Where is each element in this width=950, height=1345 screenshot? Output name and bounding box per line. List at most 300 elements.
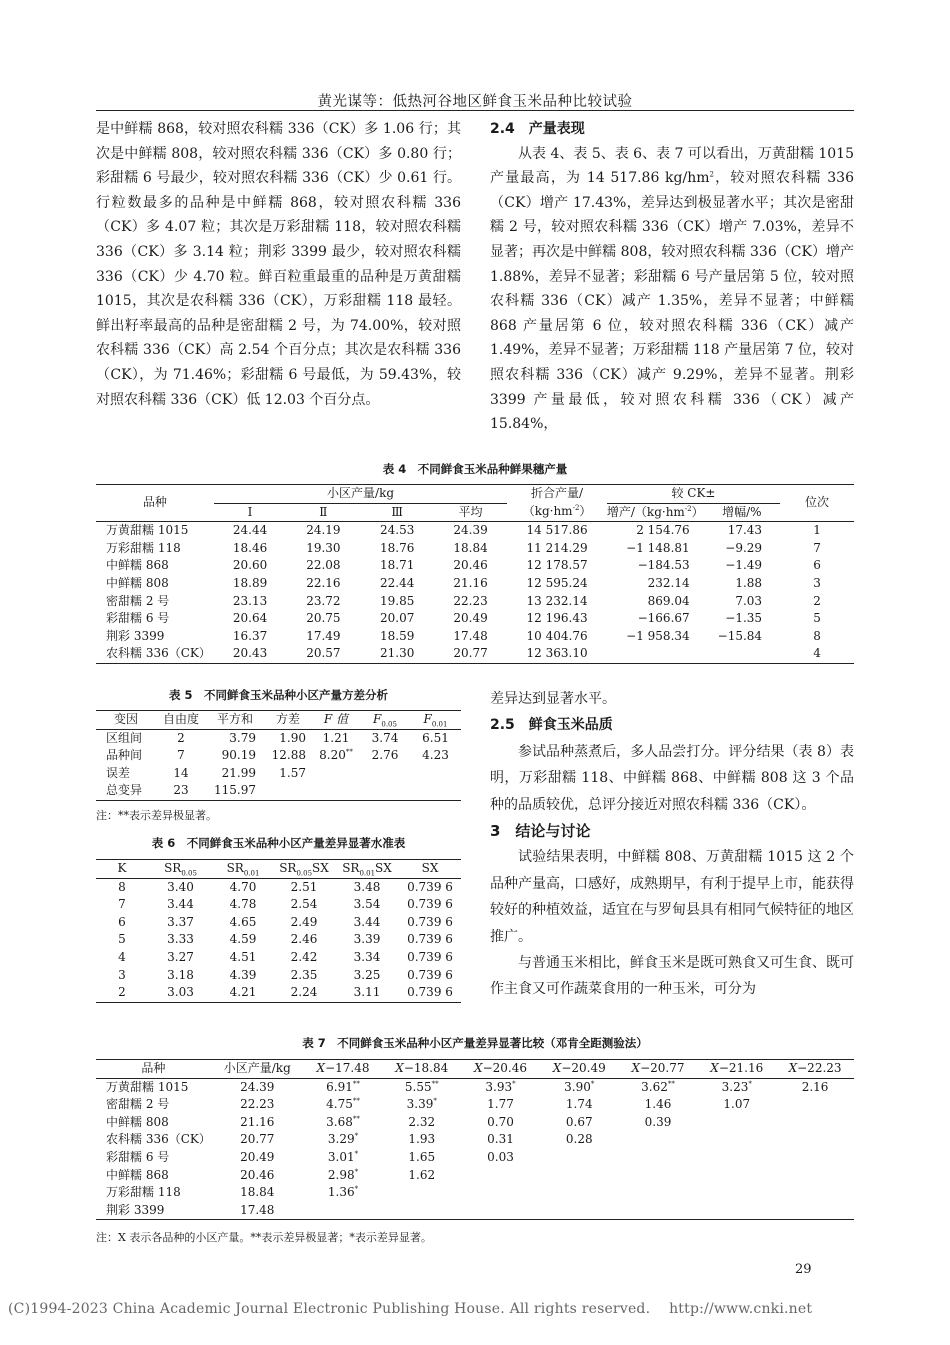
- value-cell: 0.739 6: [407, 914, 453, 929]
- value-cell: 2.49: [290, 914, 318, 929]
- value-cell: −15.84: [717, 628, 763, 643]
- table5-note: 注：**表示差异极显著。: [96, 809, 217, 822]
- value-cell: 4.70: [229, 879, 257, 894]
- table-row: [96, 610, 854, 628]
- value-cell: 3.18: [167, 967, 194, 982]
- table7-header-variety: 品种: [141, 1061, 166, 1075]
- variety-cell: 密甜糯 2 号: [106, 593, 170, 608]
- value-cell: 18.89: [232, 575, 268, 590]
- value-cell: 4.78: [229, 897, 257, 912]
- diff-cell: 0.70: [487, 1114, 514, 1129]
- value-cell: 2 154.76: [636, 523, 690, 538]
- page-number: 29: [795, 1262, 812, 1277]
- copyright-footer: (C)1994-2023 China Academic Journal Electronic Publishing House. All rights reserved. http://www.cnki.net: [8, 1301, 813, 1317]
- diff-cell: 0.31: [487, 1132, 514, 1147]
- table5-header-ss: 平方和: [216, 712, 253, 726]
- table-row: [96, 765, 461, 783]
- value-cell: 18.84: [240, 1185, 275, 1200]
- value-cell: 1: [813, 523, 821, 538]
- table5-header-source: 变因: [113, 712, 138, 726]
- value-cell: 1.90: [279, 730, 306, 745]
- value-cell: 12 178.57: [526, 558, 588, 573]
- body-paragraph: 从表 4、表 5、表 6、表 7 可以看出，万黄甜糯 1015 产量最高，为 14 517.86 $kg/hm^2$，较对照农科糯 336（CK）增产 17.43%，差异达到极显著水平；其次是密甜糯 2 号，较对照农科糯 336（CK）增产 7.03%，差异不显著；再次是中鲜糯 808，较对照农科糯 336（CK）增产 1.88%，差异不显著；彩甜糯 6 号产量居第 5 位，较对照农科糯 336（CK）减产 1.35%，差异不显著；中鲜糯 868 产量居第 6 位，较对照农科糯 336（CK）减产 1.49%，差异不显著；万彩甜糯 118 产量居第 7 位，较对照农科糯 336（CK）减产 9.29%，差异不显著。荆彩 3399 产量最低，较对照农科糯 336（CK）减产 15.84%，: [490, 145, 854, 433]
- left-column-top: [96, 117, 461, 412]
- diff-cell: 1.07: [723, 1097, 751, 1112]
- value-cell: 12.88: [271, 748, 306, 763]
- variety-cell: 万黄甜糯 1015: [106, 1079, 189, 1094]
- diff-cell: 1.77: [487, 1097, 514, 1112]
- diff-cell: 5.55**: [404, 1079, 439, 1094]
- table5: [96, 710, 461, 801]
- value-cell: 3.79: [229, 730, 256, 745]
- value-cell: 1.88: [735, 575, 763, 590]
- value-cell: 4.39: [229, 967, 257, 982]
- value-cell: 4.59: [229, 932, 257, 947]
- diff-cell: [540, 1167, 619, 1185]
- table6-header-sx: SX: [421, 861, 439, 875]
- value-cell: 19.30: [306, 540, 341, 555]
- value-cell: −9.29: [725, 540, 763, 555]
- table-row: [96, 878, 461, 896]
- source-cell: 误差: [106, 765, 131, 780]
- table5-header-ms: 方差: [275, 712, 300, 726]
- table4-header-III: Ⅲ: [391, 504, 403, 519]
- value-cell: 20.57: [306, 646, 341, 661]
- table-row: [96, 1149, 854, 1167]
- value-cell: 2.46: [290, 932, 318, 947]
- value-cell: 24.19: [306, 523, 341, 538]
- table-row: [96, 1078, 854, 1096]
- diff-cell: 3.93*: [485, 1079, 516, 1094]
- k-cell: 8: [118, 879, 126, 894]
- k-cell: 7: [118, 897, 126, 912]
- diff-cell: 0.03: [487, 1149, 514, 1164]
- value-cell: 869.04: [647, 593, 690, 608]
- right-column-middle: [490, 686, 854, 1003]
- source-cell: 总变异: [106, 783, 143, 798]
- variety-cell: 中鲜糯 868: [106, 558, 169, 573]
- diff-cell: 3.90*: [564, 1079, 595, 1094]
- table-row: [96, 782, 461, 800]
- value-cell: 20.43: [232, 646, 268, 661]
- diff-cell: [697, 1167, 776, 1185]
- f-value-cell: 1.21: [322, 730, 350, 745]
- variety-cell: 荆彩 3399: [106, 1202, 165, 1217]
- diff-cell: [619, 1184, 698, 1202]
- diff-cell: [619, 1149, 698, 1167]
- value-cell: 3.54: [353, 897, 381, 912]
- value-cell: 2.51: [290, 879, 318, 894]
- header-rule: [96, 110, 854, 111]
- value-cell: 14 517.86: [526, 523, 588, 538]
- value-cell: 3.74: [371, 730, 399, 745]
- diff-cell: [619, 1202, 698, 1220]
- table6: [96, 859, 461, 1003]
- table4: [96, 484, 854, 664]
- table-row: [96, 575, 854, 593]
- table7-header-diff: X−20.49: [552, 1061, 606, 1075]
- diff-cell: 6.91**: [326, 1079, 360, 1094]
- value-cell: 6: [813, 558, 821, 573]
- value-cell: 232.14: [647, 575, 690, 590]
- section-heading-2-4: 2.4 产量表现: [490, 121, 585, 137]
- diff-cell: [776, 1114, 854, 1132]
- table6-header-sr001: $SR_{0.01}$: [226, 861, 260, 878]
- table-row: [96, 896, 461, 914]
- diff-cell: [619, 1131, 698, 1149]
- value-cell: 20.75: [306, 611, 341, 626]
- value-cell: 20.46: [453, 558, 488, 573]
- value-cell: [360, 765, 410, 783]
- table5-caption: 表 5 不同鲜食玉米品种小区产量方差分析: [168, 688, 388, 702]
- table-row: [96, 729, 461, 747]
- value-cell: 2: [177, 730, 185, 745]
- value-cell: 18.59: [380, 628, 415, 643]
- body-paragraph: 参试品种蒸煮后，多人品尝打分。评分结果（表 8）表明，万彩甜糯 118、中鲜糯 868、中鲜糯 808 这 3 个品种的品质较优，总评分接近对照农科糯 336（CK）。: [490, 743, 854, 813]
- table5-header-f005: $F_{0.05}$: [373, 712, 397, 729]
- table6-caption: 表 6 不同鲜食玉米品种小区产量差异显著水准表: [151, 836, 406, 850]
- diff-cell: [382, 1184, 461, 1202]
- diff-cell: [461, 1202, 540, 1220]
- value-cell: [410, 765, 461, 783]
- value-cell: [607, 645, 704, 663]
- diff-cell: [697, 1114, 776, 1132]
- section-heading-2-5: 2.5 鲜食玉米品质: [490, 717, 613, 734]
- variety-cell: 中鲜糯 868: [106, 1167, 169, 1182]
- body-line: 差异达到显著水平。: [490, 691, 616, 707]
- value-cell: 4.65: [229, 914, 257, 929]
- value-cell: 17.43: [727, 523, 763, 538]
- value-cell: 0.739 6: [407, 949, 453, 964]
- value-cell: 2: [813, 593, 821, 608]
- table7-header-plot: 小区产量/kg: [223, 1061, 291, 1075]
- value-cell: 20.60: [232, 558, 268, 573]
- table5-header-df: 自由度: [162, 712, 199, 726]
- value-cell: 0.739 6: [407, 985, 453, 1000]
- diff-cell: 3.29*: [327, 1132, 359, 1147]
- table-row: [96, 628, 854, 646]
- value-cell: 3.34: [353, 949, 381, 964]
- value-cell: 21.30: [380, 646, 415, 661]
- value-cell: 24.44: [232, 523, 268, 538]
- table5-header-f001: $F_{0.01}$: [423, 712, 448, 729]
- value-cell: 17.48: [240, 1202, 275, 1217]
- value-cell: −1.35: [725, 611, 763, 626]
- diff-cell: 0.28: [565, 1132, 593, 1147]
- table-row: [96, 931, 461, 949]
- value-cell: 3.44: [167, 897, 194, 912]
- diff-cell: [540, 1202, 619, 1220]
- value-cell: 3.40: [167, 879, 194, 894]
- value-cell: 3.33: [167, 932, 194, 947]
- value-cell: 17.48: [453, 628, 488, 643]
- diff-cell: 3.01*: [327, 1149, 359, 1164]
- value-cell: 2.24: [290, 985, 318, 1000]
- diff-cell: [776, 1184, 854, 1202]
- diff-cell: 2.32: [408, 1114, 436, 1129]
- table4-header-pct: 增幅/%: [722, 504, 762, 519]
- k-cell: 5: [118, 932, 126, 947]
- value-cell: 2.42: [290, 949, 318, 964]
- value-cell: 22.23: [453, 593, 488, 608]
- value-cell: 12 363.10: [526, 646, 588, 661]
- diff-cell: 4.75**: [326, 1097, 360, 1112]
- table4-caption: 表 4 不同鲜食玉米品种鲜果穗产量: [382, 462, 568, 476]
- value-cell: 90.19: [221, 748, 256, 763]
- value-cell: −184.53: [637, 558, 690, 573]
- value-cell: 18.84: [453, 540, 488, 555]
- table4-header-inc: 增产$/(kg\cdot hm^{-2})$: [606, 504, 704, 519]
- value-cell: 7.03: [735, 593, 763, 608]
- value-cell: 4.23: [422, 748, 449, 763]
- value-cell: 20.46: [240, 1167, 275, 1182]
- table7-caption: 表 7 不同鲜食玉米品种小区产量差异显著比较（邓肯全距测验法）: [302, 1036, 648, 1050]
- value-cell: 24.39: [240, 1079, 275, 1094]
- diff-cell: 1.62: [408, 1167, 436, 1182]
- table7-header-diff: X−21.16: [710, 1061, 764, 1075]
- value-cell: 5: [813, 611, 821, 626]
- k-cell: 2: [118, 985, 126, 1000]
- table-row: [96, 540, 854, 558]
- value-cell: [264, 782, 312, 800]
- table4-header-variety: 品种: [96, 485, 214, 522]
- value-cell: 20.77: [453, 646, 488, 661]
- section-heading-3: 3 结论与讨论: [490, 822, 591, 841]
- value-cell: 2.35: [290, 967, 318, 982]
- table4-header-ck: 较 CK±: [607, 485, 780, 504]
- value-cell: −1 958.34: [626, 628, 690, 643]
- f-value-cell: [312, 765, 360, 783]
- diff-cell: 2.16: [801, 1079, 829, 1094]
- value-cell: 11 214.29: [526, 540, 588, 555]
- value-cell: 20.49: [240, 1149, 275, 1164]
- diff-cell: [776, 1096, 854, 1114]
- diff-cell: 1.93: [408, 1132, 436, 1147]
- value-cell: 16.37: [232, 628, 268, 643]
- table-row: [96, 1167, 854, 1185]
- table7-header-diff: X−20.46: [474, 1061, 527, 1075]
- diff-cell: 1.74: [565, 1097, 593, 1112]
- value-cell: 115.97: [214, 783, 256, 798]
- variety-cell: 彩甜糯 6 号: [106, 611, 170, 626]
- table6-header-sr001sx: $SR_{0.01}SX$: [342, 861, 392, 878]
- table4-header-conv: 折合产量/: [531, 486, 584, 501]
- source-cell: 区组间: [106, 730, 143, 745]
- table4-header-rank: 位次: [780, 485, 854, 522]
- value-cell: 10 404.76: [526, 628, 588, 643]
- value-cell: 7: [813, 540, 821, 555]
- diff-cell: [304, 1202, 383, 1220]
- value-cell: 23: [173, 783, 189, 798]
- diff-cell: 2.98*: [327, 1167, 359, 1182]
- body-paragraph: 试验结果表明，中鲜糯 808、万黄甜糯 1015 这 2 个品种产量高，口感好，成熟期早，有利于提早上市，能获得较好的种植效益，适宜在与罗甸县具有相同气候特征的地区推广。: [490, 849, 854, 945]
- variety-cell: 万彩甜糯 118: [106, 1185, 181, 1200]
- value-cell: 4: [813, 646, 821, 661]
- value-cell: 13 232.14: [526, 593, 588, 608]
- table-row: [96, 914, 461, 932]
- value-cell: −1 148.81: [626, 540, 690, 555]
- value-cell: 3.11: [353, 985, 381, 1000]
- variety-cell: 万黄甜糯 1015: [106, 523, 189, 538]
- diff-cell: [776, 1149, 854, 1167]
- value-cell: 3.48: [353, 879, 381, 894]
- source-cell: 品种间: [106, 748, 143, 763]
- diff-cell: [697, 1202, 776, 1220]
- table-row: [96, 747, 461, 765]
- value-cell: 24.39: [453, 523, 488, 538]
- variety-cell: 彩甜糯 6 号: [106, 1149, 170, 1164]
- diff-cell: 3.39*: [406, 1097, 437, 1112]
- value-cell: 21.99: [221, 765, 256, 780]
- value-cell: 18.76: [380, 540, 415, 555]
- value-cell: 21.16: [453, 575, 488, 590]
- value-cell: 0.739 6: [407, 932, 453, 947]
- diff-cell: 0.67: [565, 1114, 593, 1129]
- table-row: [96, 984, 461, 1002]
- table7-header-diff: X−20.77: [631, 1061, 685, 1075]
- diff-cell: 3.23*: [721, 1079, 752, 1094]
- diff-cell: 0.39: [644, 1114, 672, 1129]
- value-cell: [410, 782, 461, 800]
- value-cell: 8: [813, 628, 821, 643]
- value-cell: 20.64: [232, 611, 268, 626]
- table-row: [96, 1096, 854, 1114]
- value-cell: 4.51: [229, 949, 257, 964]
- variety-cell: 密甜糯 2 号: [106, 1097, 170, 1112]
- value-cell: 20.07: [380, 611, 415, 626]
- value-cell: 23.72: [306, 593, 341, 608]
- diff-cell: [540, 1149, 619, 1167]
- diff-cell: 3.62**: [641, 1079, 675, 1094]
- value-cell: 0.739 6: [407, 879, 453, 894]
- table-row: [96, 967, 461, 985]
- value-cell: 1.57: [279, 765, 306, 780]
- value-cell: 0.739 6: [407, 897, 453, 912]
- body-paragraph: 是中鲜糯 868，较对照农科糯 336（CK）多 1.06 行；其次是中鲜糯 808，较对照农科糯 336（CK）多 0.80 行；彩甜糯 6 号最少，较对照农科糯 336（CK）少 0.61 行。行粒数最多的品种是中鲜糯 868，较对照农科糯 336（CK）多 4.07 粒；其次是万彩甜糯 118，较对照农科糯 336（CK）多 3.14 粒；荆彩 3399 最少，较对照农科糯 336（CK）少 4.70 粒。鲜百粒重最重的品种是万黄甜糯 1015，其次是农科糯 336（CK），万彩甜糯 118 最轻。鲜出籽率最高的品种是密甜糯 2 号，为 74.00%，较对照农科糯 336（CK）高 2.54 个百分点；其次是农科糯 336（CK），为 71.46%；彩甜糯 6 号最低，为 59.43%，较对照农科糯 336（CK）低 12.03 个百分点。: [96, 121, 461, 408]
- k-cell: 4: [118, 949, 126, 964]
- value-cell: 6.51: [422, 730, 449, 745]
- value-cell: 22.16: [306, 575, 341, 590]
- table6-header-k: K: [117, 861, 127, 875]
- diff-cell: [382, 1202, 461, 1220]
- value-cell: 21.16: [240, 1114, 275, 1129]
- value-cell: [360, 782, 410, 800]
- table-row: [96, 557, 854, 575]
- table4-header-I: Ⅰ: [247, 504, 253, 519]
- table4-header-conv-unit: $(kg\cdot hm^{-2})$: [522, 504, 592, 519]
- value-cell: 14: [173, 765, 189, 780]
- variety-cell: 农科糯 336（CK）: [106, 646, 211, 661]
- table5-header-f: F 值: [323, 712, 349, 726]
- f-value-cell: 8.20**: [319, 748, 353, 763]
- table7-header-diff: X−17.48: [316, 1061, 370, 1075]
- value-cell: 22.23: [240, 1097, 275, 1112]
- table7: [96, 1059, 854, 1220]
- diff-cell: [697, 1131, 776, 1149]
- table-row: [96, 645, 854, 663]
- table-row: [96, 1114, 854, 1132]
- diff-cell: 1.46: [644, 1097, 672, 1112]
- table7-header-diff: X−22.23: [788, 1061, 842, 1075]
- table-row: [96, 593, 854, 611]
- table4-header-avg: 平均: [458, 504, 483, 519]
- diff-cell: [697, 1184, 776, 1202]
- value-cell: 24.53: [380, 523, 415, 538]
- table7-header-diff: X−18.84: [395, 1061, 449, 1075]
- table4-header-plot: 小区产量/kg: [214, 485, 507, 504]
- value-cell: 2.54: [290, 897, 318, 912]
- value-cell: 3: [813, 575, 821, 590]
- diff-cell: [540, 1184, 619, 1202]
- value-cell: 19.85: [380, 593, 415, 608]
- diff-cell: [776, 1202, 854, 1220]
- k-cell: 3: [118, 967, 126, 982]
- value-cell: 18.46: [232, 540, 268, 555]
- value-cell: 3.37: [167, 914, 194, 929]
- value-cell: 3.03: [167, 985, 194, 1000]
- value-cell: 3.27: [167, 949, 194, 964]
- value-cell: 3.39: [353, 932, 381, 947]
- table4-header-II: Ⅱ: [319, 504, 328, 519]
- k-cell: 6: [118, 914, 126, 929]
- diff-cell: [776, 1131, 854, 1149]
- table6-header-sr005: $SR_{0.05}$: [164, 861, 197, 878]
- table-row: [96, 522, 854, 540]
- value-cell: 22.44: [380, 575, 415, 590]
- value-cell: 18.71: [380, 558, 415, 573]
- variety-cell: 万彩甜糯 118: [106, 540, 181, 555]
- value-cell: 0.739 6: [407, 967, 453, 982]
- diff-cell: 1.36*: [327, 1185, 359, 1200]
- variety-cell: 中鲜糯 808: [106, 1114, 169, 1129]
- table-row: [96, 949, 461, 967]
- table-row: [96, 1131, 854, 1149]
- value-cell: 20.77: [240, 1132, 275, 1147]
- diff-cell: 1.65: [408, 1149, 436, 1164]
- value-cell: 7: [177, 748, 185, 763]
- value-cell: 12 196.43: [526, 611, 588, 626]
- variety-cell: 农科糯 336（CK）: [106, 1132, 211, 1147]
- diff-cell: 3.68**: [326, 1114, 360, 1129]
- value-cell: −166.67: [637, 611, 690, 626]
- f-value-cell: [312, 782, 360, 800]
- right-column-top: [490, 117, 854, 437]
- value-cell: 3.44: [353, 914, 381, 929]
- variety-cell: 荆彩 3399: [106, 628, 165, 643]
- value-cell: 12 595.24: [526, 575, 588, 590]
- diff-cell: [776, 1167, 854, 1185]
- value-cell: 17.49: [306, 628, 341, 643]
- body-paragraph: 与普通玉米相比，鲜食玉米是既可熟食又可生食、既可作主食又可作蔬菜食用的一种玉米，可分为: [490, 955, 854, 998]
- table-row: [96, 1184, 854, 1202]
- value-cell: 22.08: [306, 558, 341, 573]
- diff-cell: [461, 1167, 540, 1185]
- value-cell: 23.13: [232, 593, 268, 608]
- value-cell: 2.76: [371, 748, 399, 763]
- value-cell: 20.49: [453, 611, 488, 626]
- table6-header-sr005sx: $SR_{0.05}SX$: [279, 861, 329, 878]
- table7-note: 注：X 表示各品种的小区产量。**表示差异极显著；*表示差异显著。: [96, 1231, 432, 1244]
- value-cell: −1.49: [725, 558, 763, 573]
- value-cell: 4.21: [229, 985, 257, 1000]
- variety-cell: 中鲜糯 808: [106, 575, 169, 590]
- diff-cell: [619, 1167, 698, 1185]
- running-header: 黄光谋等：低热河谷地区鲜食玉米品种比较试验: [317, 94, 633, 110]
- diff-cell: [697, 1149, 776, 1167]
- value-cell: 3.25: [353, 967, 381, 982]
- diff-cell: [461, 1184, 540, 1202]
- value-cell: [704, 645, 780, 663]
